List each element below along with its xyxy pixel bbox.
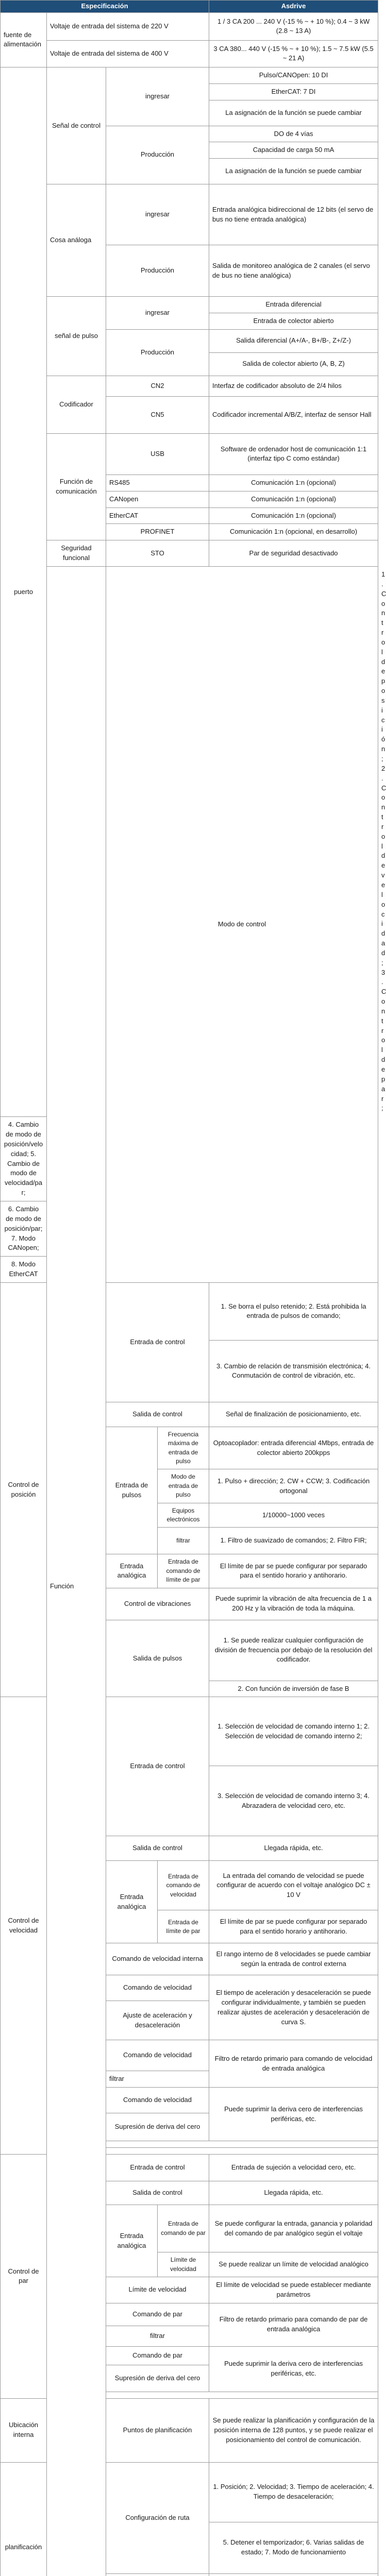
speed-control-input-label: Entrada de control [106,1697,209,1836]
control-signal-input-label: ingresar [106,67,209,126]
torque-analog-value: Se puede configurar la entrada, ganancia y polaridad del comando de par analógico según el voltaje [209,2205,378,2252]
pulse-output: Salida de colector abierto (A, B, Z) [209,352,378,376]
planning-label: planificación [1,2462,47,2576]
speed-filter-value: Filtro de retardo primario para comando de velocidad de entrada analógica [209,2040,378,2088]
torque-analog-value: Se puede realizar un límite de velocidad analógico [209,2252,378,2277]
position-control-output: Señal de finalización de posicionamiento, etc. [209,1402,378,1427]
control-signal-input: EtherCAT: 7 DI [209,83,378,100]
position-analog-value: El límite de par se puede configurar por separado para el sentido horario y antihorario. [209,1554,378,1588]
torque-drift-value: Puede suprimir la deriva cero de interferencias periféricas, etc. [209,2346,378,2392]
position-pulse-output-label: Salida de pulsos [106,1620,209,1697]
control-mode-label: Modo de control [106,566,378,1282]
comm-name: RS485 [106,474,209,491]
port-label: puerto [1,67,47,1116]
speed-accel-label-2: Ajuste de aceleración y desaceleración [106,2001,209,2040]
torque-control-output: Llegada rápida, etc. [209,2181,378,2205]
internal-location-label: Ubicación interna [1,2398,47,2462]
position-pulse-value: 1. Pulso + dirección; 2. CW + CCW; 3. Codificación ortogonal [209,1469,378,1503]
encoder-label: Codificador [47,376,106,433]
table-row [1,297,378,313]
speed-control-label: Control de velocidad [1,1697,47,2155]
analog-label: Cosa análoga [47,184,106,297]
analog-input: Entrada analógica bidireccional de 12 bits (el servo de bus no tiene entrada analógica) [209,184,378,245]
position-pulse-value: 1. Filtro de suavizado de comandos; 2. Filtro FIR; [209,1528,378,1554]
pulse-signal-label: señal de pulso [47,297,106,376]
speed-drift-label: Comando de velocidad [106,2088,209,2113]
position-pulse-name: filtrar [158,1528,209,1554]
comm-value: Comunicación 1:n (opcional) [209,474,378,491]
position-control-output-label: Salida de control [106,1402,209,1427]
position-analog-name: Entrada de comando de límite de par [158,1554,209,1588]
torque-speed-limit-label: Límite de velocidad [106,2277,209,2303]
analog-input-label: ingresar [106,184,209,245]
safety-name: STO [106,540,209,567]
control-signal-output: Capacidad de carga 50 mA [209,142,378,159]
torque-analog-name: Entrada de comando de par [158,2205,209,2252]
pulse-input: Entrada diferencial [209,297,378,313]
power-name: Voltaje de entrada del sistema de 400 V [47,40,209,67]
comm-name: PROFINET [106,524,209,540]
comm-value: Software de ordenador host de comunicación 1:1 (interfaz tipo C como estándar) [209,433,378,474]
pulse-output-label: Producción [106,329,209,376]
vibration-control-label: Control de vibraciones [106,1588,209,1620]
speed-drift-value: Puede suprimir la deriva cero de interferencias periféricas, etc. [209,2088,378,2141]
return-origin-item [209,2573,378,2576]
speed-analog-value: La entrada del comando de velocidad se puede configurar de acuerdo con el voltaje analógico DC ± 10 V [209,1861,378,1910]
analog-output: Salida de monitoreo analógica de 2 canales (el servo de bus no tiene analógica) [209,245,378,297]
speed-analog-input-label: Entrada analógica [106,1861,158,1943]
comm-name: EtherCAT [106,507,209,524]
encoder-value: Codificador incremental A/B/Z, interfaz de sensor Hall [209,396,378,433]
comm-value: Comunicación 1:n (opcional, en desarrollo) [209,524,378,540]
control-signal-input: Pulso/CANOpen: 10 DI [209,67,378,83]
speed-accel-value: El tiempo de aceleración y desaceleración se puede configurar individualmente, y también se pueden realizar ajustes de aceleración y desaceleración de curva S. [209,1975,378,2040]
route-config-item: 1. Posición; 2. Velocidad; 3. Tiempo de aceleración; 4. Tiempo de desaceleración; [209,2462,378,2522]
torque-drift-label-2: Supresión de deriva del cero [106,2365,209,2392]
control-mode-item: 4. Cambio de modo de posición/velocidad; 5. Cambio de modo de velocidad/par; [1,1117,47,1201]
encoder-value: Interfaz de codificador absoluto de 2/4 hilos [209,376,378,396]
speed-filter-label: Comando de velocidad [106,2040,209,2071]
control-mode-item: 6. Cambio de modo de posición/par; 7. Modo CANopen; [1,1201,47,1256]
torque-control-label: Control de par [1,2155,47,2398]
function-label: Función [47,566,106,2576]
control-signal-output: La asignación de la función se puede cambiar [209,159,378,184]
torque-analog-input-label: Entrada analógica [106,2205,158,2277]
table-row [1,67,378,83]
internal-location-value: Se puede realizar la planificación y configuración de la posición interna de 128 puntos, y se puede realizar el posicionamiento del control de comunicación. [209,2398,378,2462]
pulse-input: Entrada de colector abierto [209,313,378,330]
safety-value: Par de seguridad desactivado [209,540,378,567]
torque-filter-label-2: filtrar [106,2326,209,2346]
position-analog-input-label: Entrada analógica [106,1554,158,1588]
table-row [1,40,378,67]
vibration-control-value: Puede suprimir la vibración de alta frecuencia de 1 a 200 Hz y la vibración de toda la máquina. [209,1588,378,1620]
position-control-label: Control de posición [1,1282,47,1697]
table-row [1,184,378,245]
table-row [1,540,378,567]
speed-control-input: 3. Selección de velocidad de comando interno 3; 4. Abrazadera de velocidad cero, etc. [209,1766,378,1836]
power-label: fuente de alimentación [1,12,47,67]
speed-internal-label: Comando de velocidad interna [106,1943,209,1975]
speed-analog-value: El límite de par se puede configurar por separado para el sentido horario y antihorario. [209,1910,378,1943]
safety-label: Seguridad funcional [47,540,106,567]
speed-analog-name: Entrada de límite de par [158,1910,209,1943]
position-pulse-value: 1/10000~1000 veces [209,1503,378,1528]
position-pulse-name: Equipos electrónicos [158,1503,209,1528]
route-config-label: Configuración de ruta [106,2462,209,2573]
torque-control-output-label: Salida de control [106,2181,209,2205]
table-row [1,433,378,474]
speed-internal-value: El rango interno de 8 velocidades se puede cambiar según la entrada de control externa [209,1943,378,1975]
control-signal-input: La asignación de la función se puede cambiar [209,100,378,126]
position-control-input-label: Entrada de control [106,1282,209,1402]
internal-location-sub-label: Puntos de planificación [106,2398,209,2462]
position-control-input: 1. Se borra el pulso retenido; 2. Está prohibida la entrada de pulsos de comando; [209,1282,378,1340]
torque-analog-name: Límite de velocidad [158,2252,209,2277]
pulse-input-label: ingresar [106,297,209,330]
power-value: 1 / 3 CA 200 ... 240 V (-15 % ~ + 10 %); 0.4 ~ 3 kW (2.8 ~ 13 A) [209,12,378,40]
control-signal-output-label: Producción [106,126,209,184]
table-row [1,376,378,396]
return-origin-label [106,2573,209,2576]
position-pulse-name: Modo de entrada de pulso [158,1469,209,1503]
comm-name: CANopen [106,491,209,507]
position-pulse-input-label: Entrada de pulsos [106,1427,158,1554]
header-spec: Especificación [1,1,209,13]
control-signal-output: DO de 4 vías [209,126,378,142]
power-name: Voltaje de entrada del sistema de 220 V [47,12,209,40]
speed-control-output-label: Salida de control [106,1836,209,1861]
speed-control-input: 1. Selección de velocidad de comando interno 1; 2. Selección de velocidad de comando interno 2; [209,1697,378,1766]
power-value: 3 CA 380... 440 V (-15 % ~ + 10 %); 1.5 ~ 7.5 kW (5.5 ~ 21 A) [209,40,378,67]
header-row [1,1,378,13]
encoder-name: CN2 [106,376,209,396]
position-control-input: 3. Cambio de relación de transmisión electrónica; 4. Conmutación de control de vibración, etc. [209,1340,378,1402]
torque-filter-label: Comando de par [106,2303,209,2326]
torque-control-input-label: Entrada de control [106,2155,209,2181]
route-config-item: 5. Detener el temporizador; 6. Varias salidas de estado; 7. Modo de funcionamiento [209,2522,378,2573]
position-pulse-output: 2. Con función de inversión de fase B [209,1681,378,1697]
position-pulse-value: Optoacoplador: entrada diferencial 4Mbps, entrada de colector abierto 200kpps [209,1427,378,1469]
torque-control-input: Entrada de sujeción a velocidad cero, etc. [209,2155,378,2181]
speed-drift-label-2: Supresión de deriva del cero [106,2113,209,2141]
pulse-output: Salida diferencial (A+/A-, B+/B-, Z+/Z-) [209,329,378,352]
speed-filter-label-2: filtrar [106,2071,209,2088]
table-row [1,12,378,40]
comm-value: Comunicación 1:n (opcional) [209,491,378,507]
torque-filter-value: Filtro de retardo primario para comando de par de entrada analógica [209,2303,378,2346]
table-row: Función Modo de control 1. Control de posición; 2. Control de velocidad; 3. Control de par; [1,566,378,1116]
encoder-name: CN5 [106,396,209,433]
position-pulse-name: Frecuencia máxima de entrada de pulso [158,1427,209,1469]
torque-drift-label: Comando de par [106,2346,209,2365]
header-value: Asdrive [209,1,378,13]
speed-accel-label: Comando de velocidad [106,1975,209,2001]
analog-output-label: Producción [106,245,209,297]
comm-name: USB [106,433,209,474]
control-mode-item: 8. Modo EtherCAT [1,1257,47,1283]
speed-control-output: Llegada rápida, etc. [209,1836,378,1861]
control-signal-label: Señal de control [47,67,106,184]
comm-label: Función de comunicación [47,433,106,540]
comm-value: Comunicación 1:n (opcional) [209,507,378,524]
position-pulse-output: 1. Se puede realizar cualquier configuración de división de frecuencia por debajo de la resolución del codificador. [209,1620,378,1681]
torque-speed-limit-value: El límite de velocidad se puede establecer mediante parámetros [209,2277,378,2303]
speed-analog-name: Entrada de comando de velocidad [158,1861,209,1910]
